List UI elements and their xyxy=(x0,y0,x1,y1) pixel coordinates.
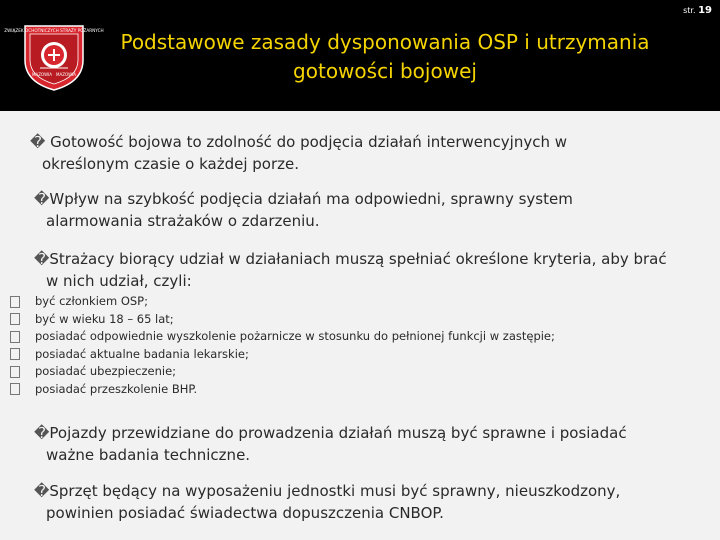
checkbox-bullet-icon xyxy=(10,331,20,343)
list-item-text: posiadać przeszkolenie BHP. xyxy=(35,381,198,396)
slide-header xyxy=(0,0,720,111)
paragraph-equipment xyxy=(34,480,620,524)
page-number-value: 19 xyxy=(698,5,712,16)
paragraph-line1: Sprzęt będący na wyposażeniu jednostki musi być sprawny, nieuszkodzony, xyxy=(49,482,621,500)
paragraph-line1: Pojazdy przewidziane do prowadzenia działań muszą być sprawne i posiadać xyxy=(49,424,627,442)
list-item xyxy=(10,363,555,381)
checkbox-bullet-icon xyxy=(10,348,20,360)
paragraph-line1: Wpływ na szybkość podjęcia działań ma odpowiedni, sprawny system xyxy=(49,190,573,208)
paragraph-line2: określonym czasie o każdej porze. xyxy=(42,155,299,173)
logo-text-right: MAZOWIA xyxy=(56,72,76,77)
paragraph-line1: Gotowość bojowa to zdolność do podjęcia działań interwencyjnych w xyxy=(45,133,568,151)
checkbox-bullet-icon xyxy=(10,313,20,325)
title-line-2: gotowości bojowej xyxy=(293,59,477,83)
paragraph-line2: powinien posiadać świadectwa dopuszczenia CNBOP. xyxy=(46,504,444,522)
paragraph-line2: ważne badania techniczne. xyxy=(46,446,251,464)
list-item xyxy=(10,328,555,346)
logo-text-left: MAZOWIA xyxy=(32,72,52,77)
slide-content xyxy=(0,111,720,540)
paragraph-line1: Strażacy biorący udział w działaniach muszą spełniać określone kryteria, aby brać xyxy=(49,250,667,268)
list-item-text: posiadać aktualne badania lekarskie; xyxy=(35,346,249,361)
paragraph-alarm-system xyxy=(34,188,573,232)
bullet-icon: � xyxy=(34,424,50,442)
page-number xyxy=(683,5,712,16)
logo-text-top: ZWIĄZEK OCHOTNICZYCH STRAŻY POŻARNYCH xyxy=(4,28,104,33)
list-item-text: być w wieku 18 – 65 lat; xyxy=(35,311,174,326)
checkbox-bullet-icon xyxy=(10,366,20,378)
paragraph-line2: w nich udział, czyli: xyxy=(46,272,192,290)
bullet-icon: � xyxy=(34,482,50,500)
list-item-text: posiadać odpowiednie wyszkolenie pożarnicze w stosunku do pełnionej funkcji w zastępie; xyxy=(35,329,555,343)
slide-title xyxy=(95,28,675,86)
osp-emblem-logo xyxy=(4,20,104,92)
criteria-list xyxy=(10,293,555,398)
list-item xyxy=(10,311,555,329)
list-item xyxy=(10,293,555,311)
checkbox-bullet-icon xyxy=(10,296,20,308)
paragraph-firefighter-criteria xyxy=(34,248,667,292)
bullet-icon: � xyxy=(34,190,50,208)
list-item xyxy=(10,346,555,364)
checkbox-bullet-icon xyxy=(10,383,20,395)
paragraph-readiness xyxy=(30,131,567,175)
title-line-1: Podstawowe zasady dysponowania OSP i utrzymania xyxy=(120,30,650,54)
list-item xyxy=(10,381,555,399)
list-item-text: być członkiem OSP; xyxy=(35,294,148,308)
paragraph-vehicles xyxy=(34,422,627,466)
bullet-icon: � xyxy=(34,250,50,268)
paragraph-line2: alarmowania strażaków o zdarzeniu. xyxy=(46,212,320,230)
page-prefix: str. xyxy=(683,6,696,15)
bullet-icon: � xyxy=(30,133,46,151)
list-item-text: posiadać ubezpieczenie; xyxy=(35,364,177,378)
